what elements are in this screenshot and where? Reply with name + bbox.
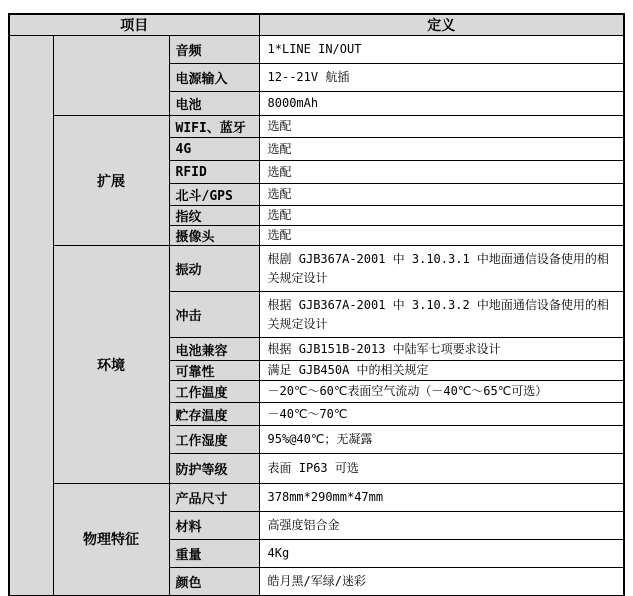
row-value: 根据 GJB367A-2001 中 3.10.3.2 中地面通信设备使用的相关规定设计 <box>259 292 624 338</box>
row-label: 音频 <box>169 36 259 64</box>
row-value: 皓月黑/军绿/迷彩 <box>259 568 624 596</box>
category-cell-physical: 物理特征 <box>53 484 169 596</box>
row-label: 4G <box>169 138 259 161</box>
row-value: 8000mAh <box>259 92 624 116</box>
category-cell-expansion: 扩展 <box>53 116 169 246</box>
row-value: 选配 <box>259 184 624 206</box>
spec-table <box>8 13 625 596</box>
row-value: 选配 <box>259 116 624 138</box>
row-value: 12--21V 航插 <box>259 64 624 92</box>
row-label: 电源输入 <box>169 64 259 92</box>
row-value: －20℃～60℃表面空气流动（－40℃～65℃可选） <box>259 381 624 403</box>
row-label: 防护等级 <box>169 454 259 484</box>
row-label: 北斗/GPS <box>169 184 259 206</box>
row-value: 378mm*290mm*47mm <box>259 484 624 512</box>
row-label: 电池 <box>169 92 259 116</box>
row-label: 贮存温度 <box>169 403 259 426</box>
row-value: 表面 IP63 可选 <box>259 454 624 484</box>
row-label: 指纹 <box>169 206 259 226</box>
row-label: 产品尺寸 <box>169 484 259 512</box>
row-label: 重量 <box>169 540 259 568</box>
row-value: 满足 GJB450A 中的相关规定 <box>259 361 624 381</box>
row-value: 根据 GJB151B-2013 中陆军七项要求设计 <box>259 338 624 361</box>
row-value: 选配 <box>259 138 624 161</box>
row-value: 选配 <box>259 206 624 226</box>
row-value: 选配 <box>259 161 624 184</box>
table-header-row <box>9 14 624 36</box>
row-value: 95%@40℃；无凝露 <box>259 426 624 454</box>
table-row <box>9 246 624 292</box>
row-label: 可靠性 <box>169 361 259 381</box>
row-label: 电池兼容 <box>169 338 259 361</box>
row-label: 材料 <box>169 512 259 540</box>
row-label: 冲击 <box>169 292 259 338</box>
row-label: RFID <box>169 161 259 184</box>
row-label: WIFI、蓝牙 <box>169 116 259 138</box>
table-row <box>9 484 624 512</box>
row-label: 颜色 <box>169 568 259 596</box>
row-value: 4Kg <box>259 540 624 568</box>
row-value: 选配 <box>259 226 624 246</box>
row-label: 振动 <box>169 246 259 292</box>
row-value: 根剧 GJB367A-2001 中 3.10.3.1 中地面通信设备使用的相关规定设计 <box>259 246 624 292</box>
header-item: 项目 <box>9 14 259 36</box>
table-row <box>9 116 624 138</box>
row-label: 摄像头 <box>169 226 259 246</box>
category-cell-blank <box>53 36 169 116</box>
row-label: 工作湿度 <box>169 426 259 454</box>
row-value: 1*LINE IN/OUT <box>259 36 624 64</box>
spacer-column-cell <box>9 36 53 596</box>
table-row <box>9 36 624 64</box>
row-label: 工作温度 <box>169 381 259 403</box>
row-value: 高强度铝合金 <box>259 512 624 540</box>
category-cell-environment: 环境 <box>53 246 169 484</box>
row-value: －40℃～70℃ <box>259 403 624 426</box>
header-definition: 定义 <box>259 14 624 36</box>
